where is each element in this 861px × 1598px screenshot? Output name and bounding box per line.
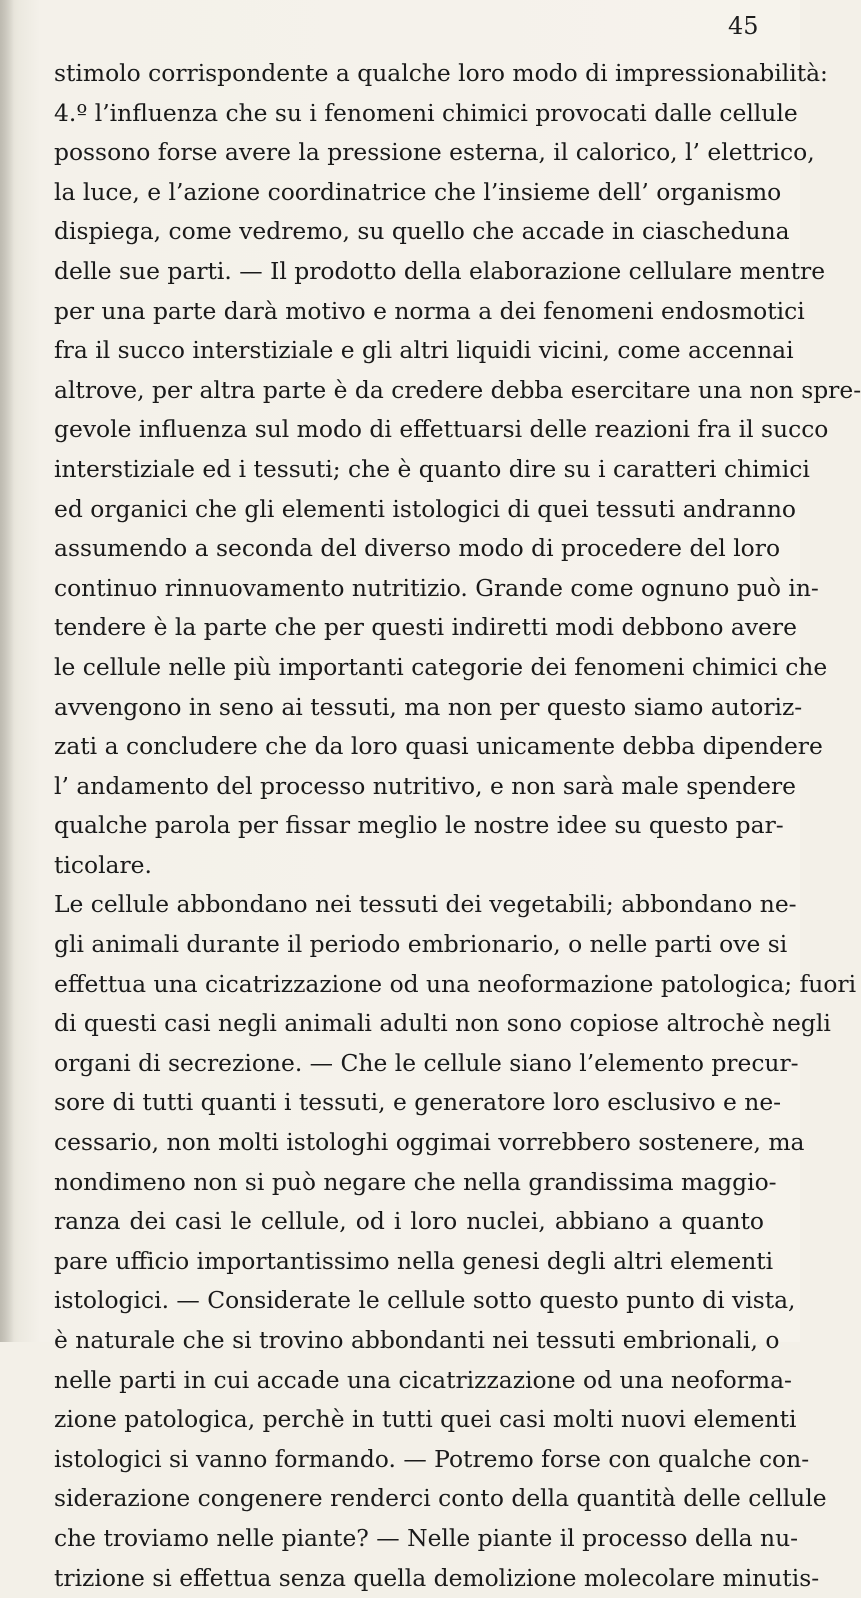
text-line: cessario, non molti istologhi oggimai vorrebbero sostenere, ma	[54, 1128, 805, 1157]
text-line: nelle parti in cui accade una cicatrizzazione od una neoforma-	[54, 1365, 792, 1394]
text-line: la luce, e l’azione coordinatrice che l’insieme dell’ organismo	[54, 177, 782, 206]
text-line: interstiziale ed i tessuti; che è quanto dire su i caratteri chimici	[54, 454, 810, 483]
text-line: sore di tutti quanti i tessuti, e generatore loro esclusivo e ne-	[54, 1088, 782, 1117]
text-line: dispiega, come vedremo, su quello che accade in ciascheduna	[54, 217, 790, 246]
page-binding-shadow	[0, 0, 14, 1342]
text-line: le cellule nelle più importanti categorie dei fenomeni chimici che	[54, 652, 828, 681]
text-line: altrove, per altra parte è da credere debba esercitare una non spre-	[54, 375, 861, 404]
text-line: 4.º l’influenza che su i fenomeni chimici provocati dalle cellule	[54, 98, 798, 127]
text-line: effettua una cicatrizzazione od una neoformazione patologica; fuori	[54, 969, 857, 998]
text-line: siderazione congenere renderci conto della quantità delle cellule	[54, 1484, 827, 1513]
text-line: stimolo corrispondente a qualche loro modo di impressionabilità:	[54, 59, 828, 87]
paragraph-end-line: ticolare.	[54, 850, 152, 879]
text-line: possono forse avere la pressione esterna, il calorico, l’ elettrico,	[54, 138, 815, 167]
text-line: è naturale che si trovino abbondanti nei tessuti embrionali, o	[54, 1326, 780, 1354]
text-line: fra il succo interstiziale e gli altri liquidi vicini, come accennai	[54, 336, 794, 365]
text-line: per una parte darà motivo e norma a dei fenomeni endosmotici	[54, 296, 805, 325]
text-line: che troviamo nelle piante? — Nelle piante il processo della nu-	[54, 1523, 799, 1552]
text-line: trizione si effettua senza quella demolizione molecolare minutis-	[54, 1563, 820, 1592]
text-line: tendere è la parte che per questi indiretti modi debbono avere	[54, 613, 797, 642]
text-line: pare ufficio importantissimo nella genesi degli altri elementi	[54, 1246, 774, 1275]
text-line: istologici. — Considerate le cellule sotto questo punto di vista,	[54, 1286, 796, 1315]
text-line: l’ andamento del processo nutritivo, e non sarà male spendere	[54, 771, 797, 800]
text-line: gevole influenza sul modo di effettuarsi delle reazioni fra il succo	[54, 415, 829, 444]
text-line: continuo rinnuovamento nutritizio. Grande come ognuno può in-	[54, 573, 819, 602]
text-line: assumendo a seconda del diverso modo di procedere del loro	[54, 534, 781, 563]
text-line: delle sue parti. — Il prodotto della elaborazione cellulare mentre	[54, 256, 826, 285]
text-line: qualche parola per fissar meglio le nostre idee su questo par-	[54, 811, 784, 840]
text-line: avvengono in seno ai tessuti, ma non per questo siamo autoriz-	[54, 692, 803, 721]
text-line: di questi casi negli animali adulti non sono copiose altrochè negli	[54, 1009, 831, 1038]
text-line: zione patologica, perchè in tutti quei casi molti nuovi elementi	[54, 1405, 797, 1434]
text-line: organi di secrezione. — Che le cellule siano l’elemento precur-	[54, 1048, 799, 1077]
text-line: ed organici che gli elementi istologici di quei tessuti andranno	[54, 494, 797, 523]
body-text	[54, 54, 861, 1598]
text-line: ranza dei casi le cellule, od i loro nuclei, abbiano a quanto	[54, 1207, 764, 1236]
text-line: nondimeno non si può negare che nella grandissima maggio-	[54, 1167, 777, 1196]
text-line: zati a concludere che da loro quasi unicamente debba dipendere	[54, 732, 823, 761]
text-line: gli animali durante il periodo embrionario, o nelle parti ove si	[54, 930, 788, 959]
text-line: istologici si vanno formando. — Potremo forse con qualche con-	[54, 1444, 810, 1473]
page-number: 45	[728, 12, 759, 40]
paragraph-start-line: Le cellule abbondano nei tessuti dei vegetabili; abbondano ne-	[54, 890, 797, 919]
